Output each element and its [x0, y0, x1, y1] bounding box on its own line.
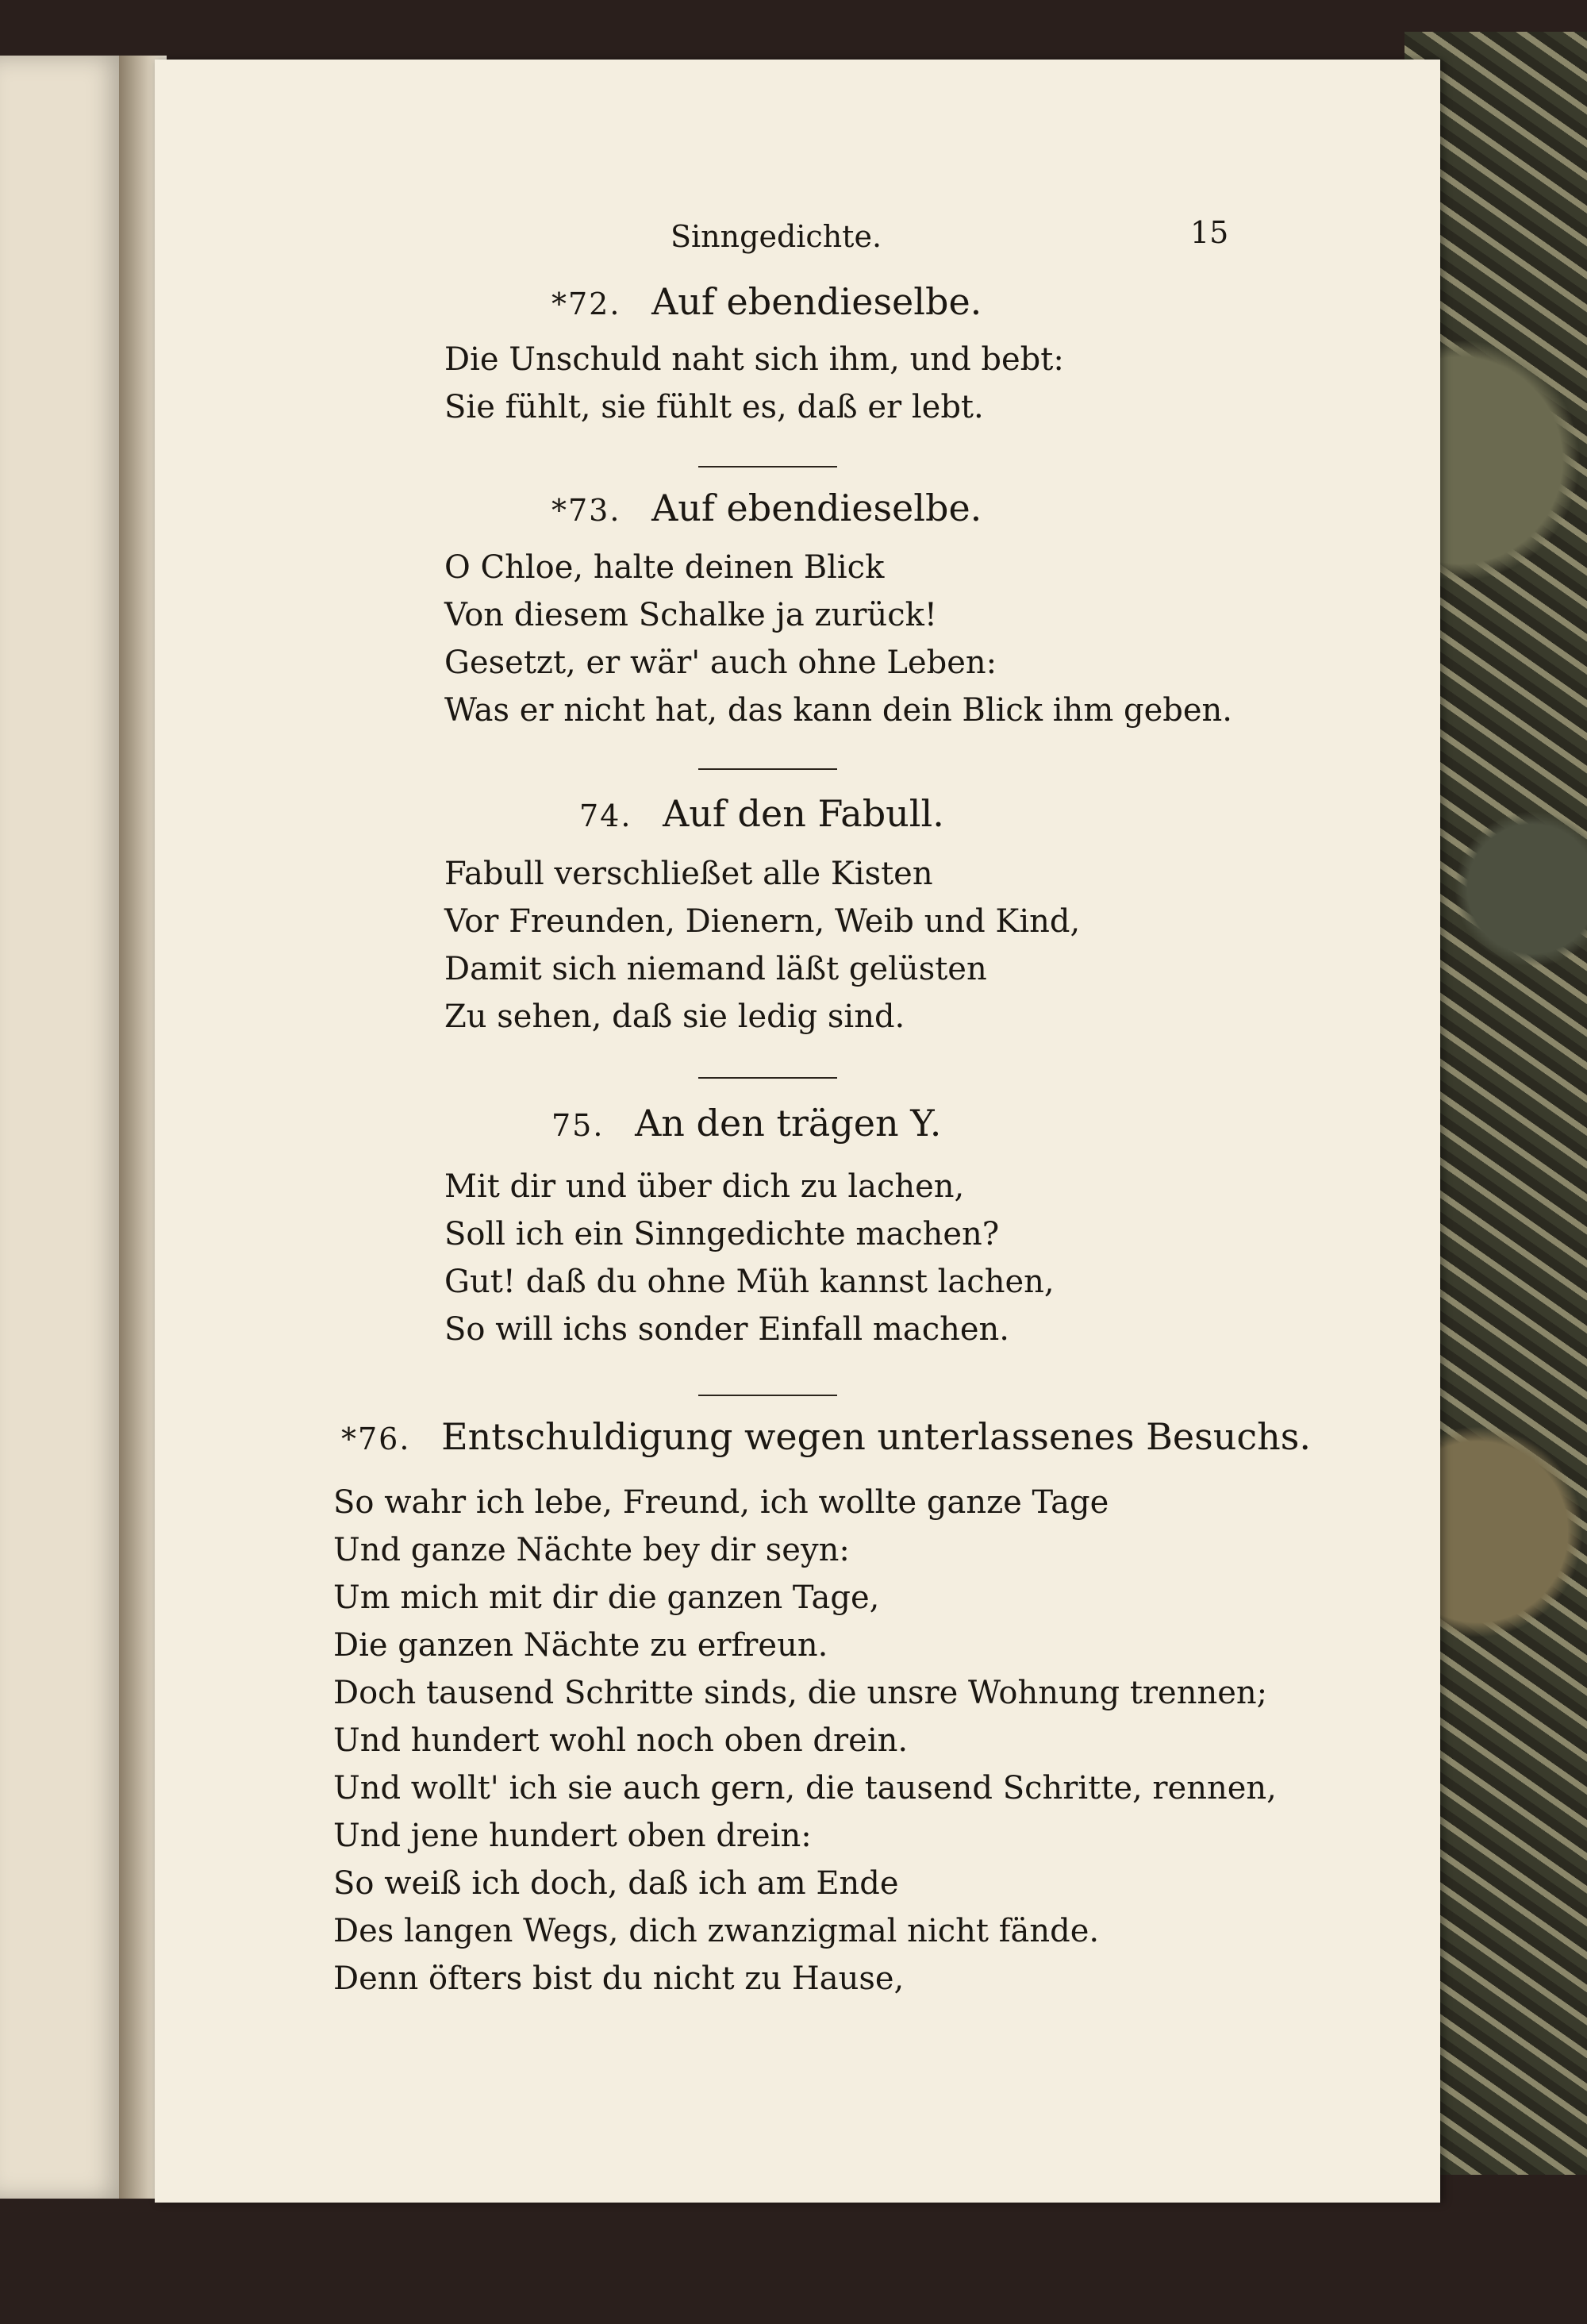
- section-divider: [698, 768, 837, 770]
- section-divider: [698, 1077, 837, 1079]
- verse-line: So weiß ich doch, daß ich am Ende: [333, 1865, 899, 1902]
- page-text: [155, 60, 1440, 2203]
- poem-title: Auf ebendieselbe.: [651, 487, 982, 529]
- poem-number: 74.: [579, 798, 632, 833]
- verse-line: Und wollt' ich sie auch gern, die tausend Schritte, rennen,: [333, 1770, 1277, 1806]
- verse-line: Gesetzt, er wär' auch ohne Leben:: [444, 644, 997, 681]
- verse-line: Soll ich ein Sinngedichte machen?: [444, 1216, 1000, 1252]
- section-divider: [698, 466, 837, 467]
- verse-line: Um mich mit dir die ganzen Tage,: [333, 1579, 880, 1616]
- poem-heading: [551, 1099, 941, 1149]
- poem-number: *76.: [341, 1422, 411, 1456]
- verse-line: Gut! daß du ohne Müh kannst lachen,: [444, 1264, 1055, 1300]
- verse-line: So will ichs sonder Einfall machen.: [444, 1311, 1010, 1348]
- verse-line: So wahr ich lebe, Freund, ich wollte ganze Tage: [333, 1484, 1109, 1521]
- poem-heading: [341, 1413, 1311, 1463]
- poem-number: 75.: [551, 1108, 605, 1143]
- verse-line: Und ganze Nächte bey dir seyn:: [333, 1532, 850, 1568]
- verse-line: Sie fühlt, sie fühlt es, daß er lebt.: [444, 389, 984, 425]
- verse-line: Was er nicht hat, das kann dein Blick ihm geben.: [444, 692, 1232, 729]
- verse-line: Zu sehen, daß sie ledig sind.: [444, 998, 905, 1035]
- poem-title: An den trägen Y.: [635, 1102, 942, 1145]
- verse-line: Und jene hundert oben drein:: [333, 1818, 812, 1854]
- verse-line: Vor Freunden, Dienern, Weib und Kind,: [444, 903, 1081, 940]
- section-divider: [698, 1395, 837, 1396]
- verse-line: Mit dir und über dich zu lachen,: [444, 1168, 965, 1205]
- verse-line: Die Unschuld naht sich ihm, und bebt:: [444, 341, 1064, 378]
- verse-line: Des langen Wegs, dich zwanzigmal nicht fände.: [333, 1913, 1100, 1949]
- running-title: Sinngedichte.: [671, 219, 882, 254]
- book-page: [155, 60, 1440, 2203]
- page-number: 15: [1190, 215, 1229, 250]
- poem-title: Entschuldigung wegen unterlassenes Besuchs.: [441, 1415, 1311, 1458]
- verse-line: Fabull verschließet alle Kisten: [444, 856, 933, 892]
- verse-line: O Chloe, halte deinen Blick: [444, 549, 885, 586]
- poem-heading: [551, 278, 982, 328]
- verse-line: Damit sich niemand läßt gelüsten: [444, 951, 987, 987]
- poem-title: Auf ebendieselbe.: [651, 280, 982, 323]
- poem-heading: [579, 790, 944, 840]
- verse-line: Doch tausend Schritte sinds, die unsre Wohnung trennen;: [333, 1675, 1268, 1711]
- verse-line: Und hundert wohl noch oben drein.: [333, 1722, 909, 1759]
- verse-line: Die ganzen Nächte zu erfreun.: [333, 1627, 828, 1664]
- poem-heading: [551, 484, 982, 534]
- poem-number: *73.: [551, 493, 621, 528]
- verse-line: Von diesem Schalke ja zurück!: [444, 597, 937, 633]
- poem-title: Auf den Fabull.: [663, 792, 944, 835]
- facing-page-edge: [0, 56, 127, 2199]
- poem-number: *72.: [551, 287, 621, 321]
- verse-line: Denn öfters bist du nicht zu Hause,: [333, 1960, 905, 1997]
